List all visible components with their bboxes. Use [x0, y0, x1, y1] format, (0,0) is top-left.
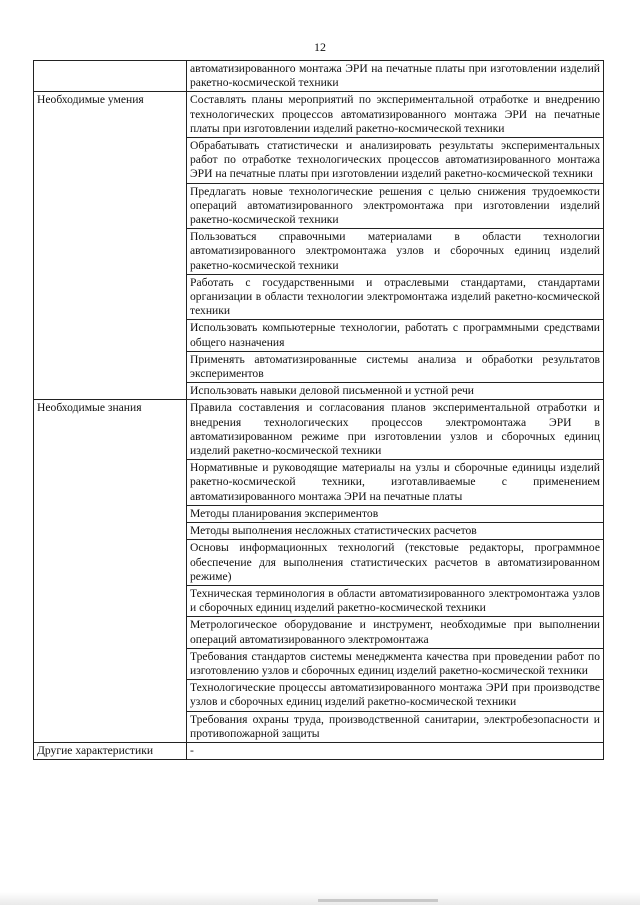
knowledge-item: Методы планирования экспериментов [187, 505, 604, 522]
other-characteristics-value: - [187, 742, 604, 759]
skills-item: Работать с государственными и отраслевыми стандартами, стандартами организации в области технологии электромонтажа изделий ракетно-космической техники [187, 274, 604, 320]
knowledge-item: Требования стандартов системы менеджмента качества при проведении работ по изготовлению узлов и сборочных единиц изделий ракетно-космической техники [187, 648, 604, 679]
skills-item: Использовать компьютерные технологии, работать с программными средствами общего назначения [187, 320, 604, 351]
requirements-table [33, 60, 604, 760]
knowledge-label: Необходимые знания [34, 400, 187, 742]
other-characteristics-label: Другие характеристики [34, 742, 187, 759]
skills-label: Необходимые умения [34, 92, 187, 400]
knowledge-item: Нормативные и руководящие материалы на узлы и сборочные единицы изделий ракетно-космической техники, изготавливаемые с применением автоматизированного монтажа ЭРИ на печатные платы [187, 460, 604, 506]
skills-item: Обрабатывать статистически и анализировать результаты экспериментальных работ по отработке технологических процессов автоматизированного монтажа ЭРИ на печатные платы при изготовлении изделий ракетно-космической техники [187, 138, 604, 184]
knowledge-item: Основы информационных технологий (текстовые редакторы, программное обеспечение для выполнения статистических расчетов в автоматизированном режиме) [187, 540, 604, 586]
scan-mark [318, 899, 438, 902]
knowledge-item: Метрологическое оборудование и инструмент, необходимые при выполнении операций автоматизированного электромонтажа [187, 617, 604, 648]
empty-label-cell [34, 61, 187, 92]
knowledge-item: Техническая терминология в области автоматизированного электромонтажа узлов и сборочных единиц изделий ракетно-космической техники [187, 585, 604, 616]
skills-item: Предлагать новые технологические решения с целью снижения трудоемкости операций автоматизированного электромонтажа при изготовлении изделий ракетно-космической техники [187, 183, 604, 229]
knowledge-item: Требования охраны труда, производственной санитарии, электробезопасности и противопожарной защиты [187, 711, 604, 742]
table-row [34, 92, 604, 138]
knowledge-item: Технологические процессы автоматизированного монтажа ЭРИ при производстве узлов и сборочных единиц изделий ракетно-космической техники [187, 680, 604, 711]
table-row [34, 742, 604, 759]
knowledge-item: Правила составления и согласования планов экспериментальной отработки и внедрения технологических процессов электромонтажа ЭРИ в автоматизированном режиме при изготовлении узлов и сборочных единиц изделий ракетно-космической техники [187, 400, 604, 460]
table-row [34, 400, 604, 460]
page-number: 12 [314, 40, 326, 54]
requirements-table-body [34, 61, 604, 760]
skills-item: Использовать навыки деловой письменной и устной речи [187, 383, 604, 400]
skills-item: Составлять планы мероприятий по экспериментальной отработке и внедрению технологических процессов автоматизированного монтажа ЭРИ на печатные платы при изготовлении изделий ракетно-космической техники [187, 92, 604, 138]
knowledge-item: Методы выполнения несложных статистических расчетов [187, 523, 604, 540]
skills-item: Пользоваться справочными материалами в области технологии автоматизированного электромонтажа узлов и сборочных единиц изделий ракетно-космической техники [187, 229, 604, 275]
skills-item: Применять автоматизированные системы анализа и обработки результатов экспериментов [187, 351, 604, 382]
table-row [34, 61, 604, 92]
continuation-cell: автоматизированного монтажа ЭРИ на печатные платы при изготовлении изделий ракетно-космической техники [187, 61, 604, 92]
